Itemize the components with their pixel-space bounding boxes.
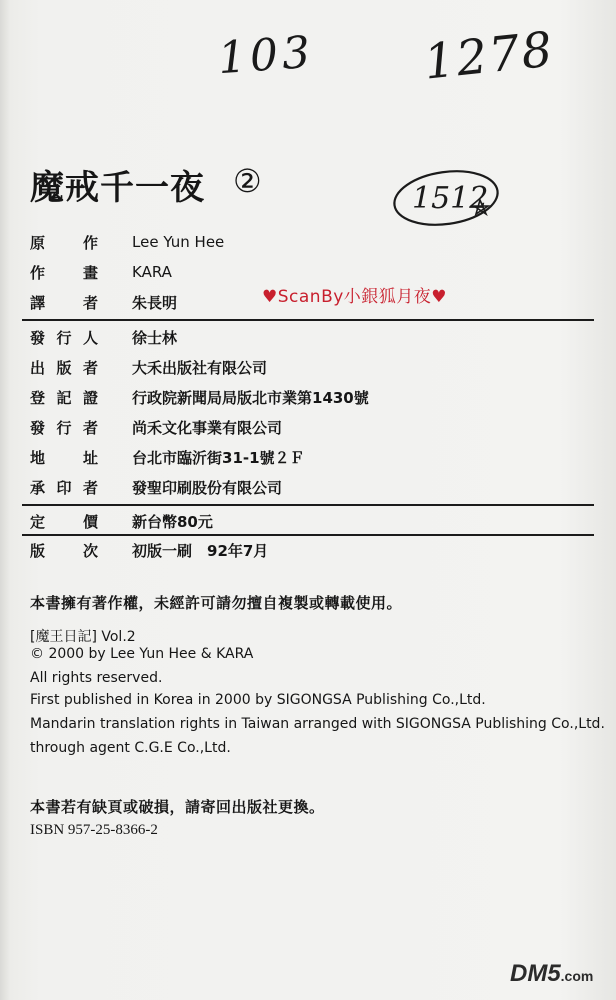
divider-line (22, 319, 594, 321)
volume-number: ② (233, 162, 262, 200)
row-value: 台北市臨沂街31-1號２Ｆ (132, 448, 305, 467)
row-label: 登 記 證 (30, 388, 98, 407)
info-row-price (30, 507, 213, 535)
row-label: 原 作 (30, 233, 98, 252)
row-value: 新台幣80元 (132, 512, 213, 531)
row-label: 定 價 (30, 512, 98, 531)
row-label: 地 址 (30, 448, 98, 467)
handwritten-circled-number (392, 166, 504, 228)
info-row-publisher (30, 353, 268, 381)
info-row-registration (30, 383, 369, 411)
isbn: ISBN 957-25-8366-2 (30, 822, 158, 838)
row-value: 大禾出版社有限公司 (132, 358, 268, 377)
row-value: 行政院新聞局局版北市業第1430號 (132, 388, 369, 407)
info-row-address (30, 443, 305, 471)
row-label: 發 行 者 (30, 418, 98, 437)
row-value: 尚禾文化事業有限公司 (132, 418, 283, 437)
info-row-distributor (30, 413, 283, 441)
divider-line (22, 534, 594, 536)
book-title: 魔戒千一夜 (30, 168, 205, 208)
copyright-line: © 2000 by Lee Yun Hee & KARA (30, 646, 254, 662)
row-label: 版 次 (30, 541, 98, 560)
info-row-issuer (30, 323, 178, 351)
row-label: 發 行 人 (30, 328, 98, 347)
site-logo: DM5.com (510, 960, 594, 987)
defect-notice: 本書若有缺頁或破損，請寄回出版社更換。 (30, 798, 325, 816)
row-label: 出 版 者 (30, 358, 98, 377)
row-value: 發聖印刷股份有限公司 (132, 478, 283, 497)
mandarin-rights: Mandarin translation rights in Taiwan arranged with SIGONGSA Publishing Co.,Ltd. (30, 716, 605, 732)
row-value: 徐士林 (132, 328, 178, 347)
row-label: 承 印 者 (30, 478, 98, 497)
row-value: Lee Yun Hee (132, 233, 225, 251)
divider-line (22, 504, 594, 506)
original-title: [魔王日記] Vol.2 (30, 629, 136, 645)
row-value: 朱長明 (132, 293, 178, 312)
row-label: 作 畫 (30, 263, 98, 282)
rights-reserved: All rights reserved. (30, 670, 163, 686)
credit-row-translator (30, 288, 178, 316)
copyright-notice: 本書擁有著作權，未經許可請勿擅自複製或轉載使用。 (30, 594, 403, 612)
credit-row-author (30, 228, 225, 256)
handwritten-number-left: 103 (216, 26, 316, 85)
info-row-edition (30, 536, 269, 564)
info-row-printer (30, 473, 283, 501)
scan-credit-watermark: ♥ScanBy小銀狐月夜♥ (262, 287, 448, 307)
agent-line: through agent C.G.E Co.,Ltd. (30, 740, 231, 756)
row-label: 譯 者 (30, 293, 98, 312)
row-value: KARA (132, 263, 172, 281)
circled-number-text: 1512 (412, 181, 489, 216)
row-value: 初版一刷 92年7月 (132, 541, 269, 560)
first-published: First published in Korea in 2000 by SIGONGSA Publishing Co.,Ltd. (30, 692, 486, 708)
credit-row-artist (30, 258, 172, 286)
handwritten-number-right: 1278 (421, 21, 557, 91)
